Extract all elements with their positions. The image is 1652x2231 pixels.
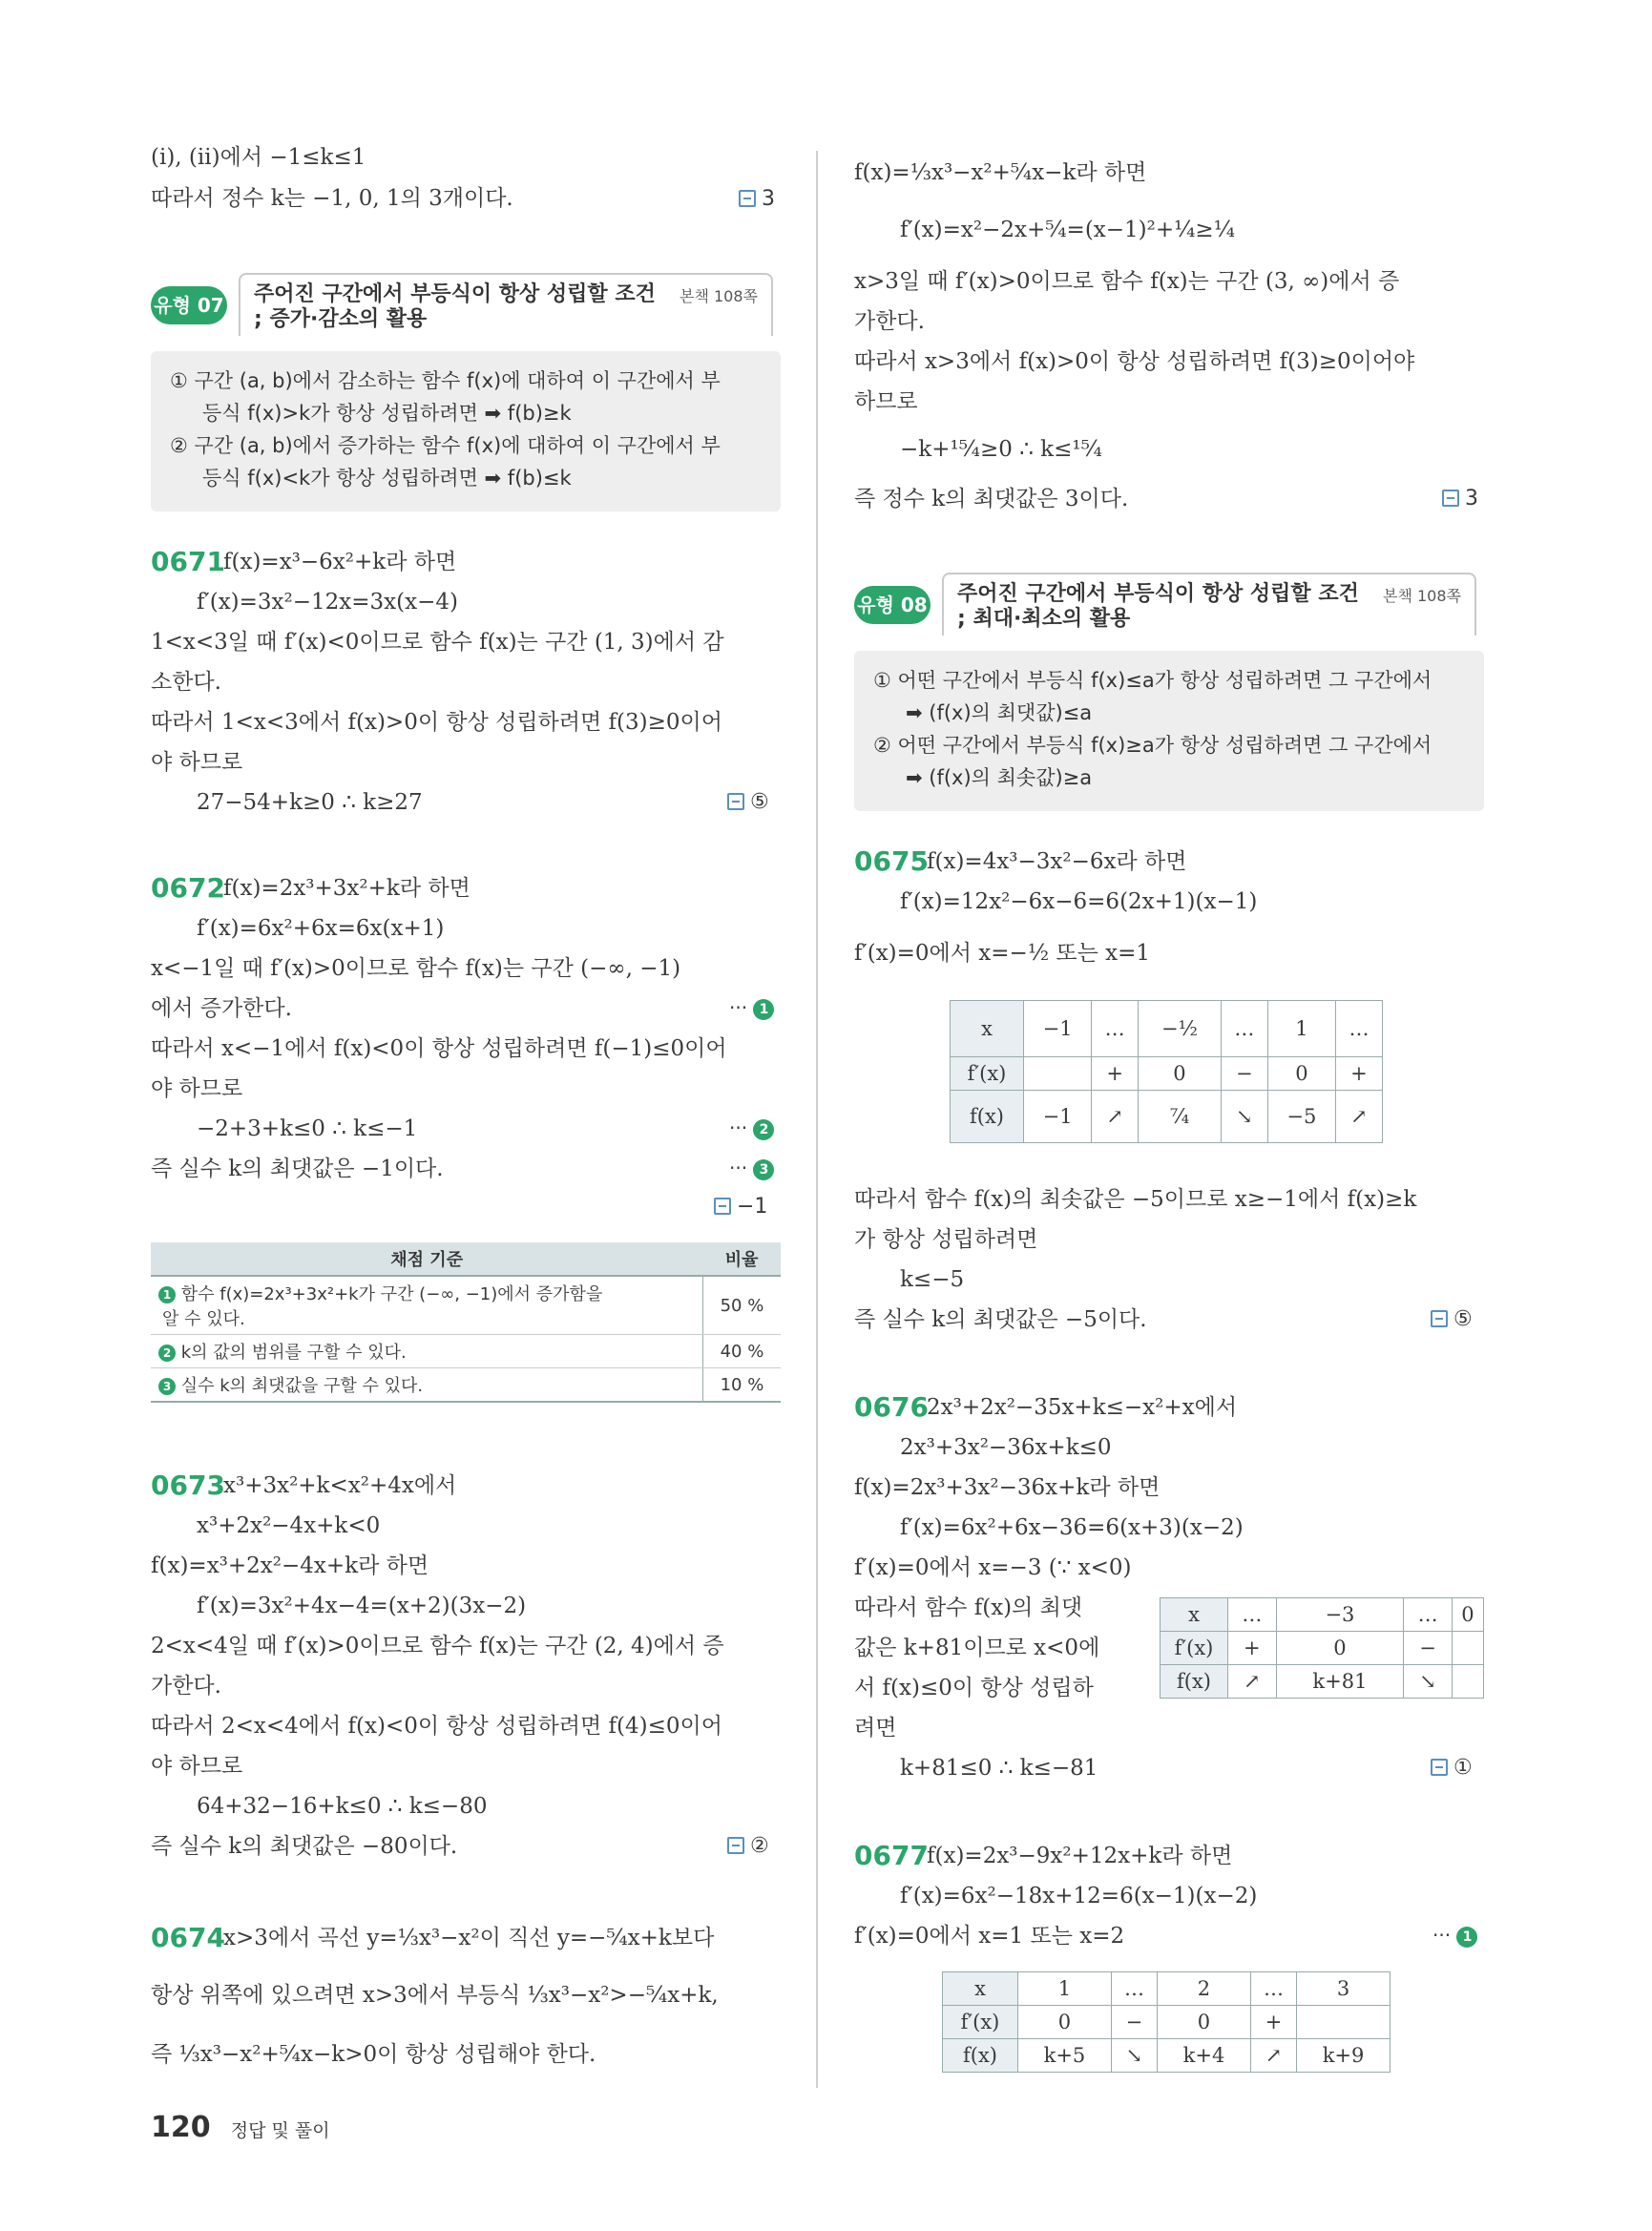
- page-label: 정답 및 풀이: [230, 2120, 330, 2141]
- type-title-line: 주어진 구간에서 부등식이 항상 성립할 조건: [957, 582, 1359, 606]
- table-row: [151, 1335, 781, 1368]
- table-row: [1161, 1632, 1484, 1665]
- text-line: 따라서 함수 f(x)의 최댓: [854, 1595, 1083, 1620]
- answer-icon: [727, 793, 744, 810]
- text-line: x³+3x²+k<x²+4x에서: [223, 1473, 457, 1498]
- text-line: x³+2x²−4x+k<0: [197, 1513, 381, 1538]
- table-cell: ↘: [1404, 1665, 1453, 1699]
- step-number: 3: [753, 1159, 774, 1180]
- text-line: 야 하므로: [151, 1754, 243, 1779]
- table-row: [151, 1368, 781, 1403]
- step-number: 2: [158, 1345, 176, 1362]
- table-cell: f(x): [943, 2039, 1018, 2073]
- table-cell: 0: [1158, 2006, 1251, 2039]
- type-title-line: ; 증가·감소의 활용: [254, 307, 428, 331]
- answer-mark: [727, 1834, 769, 1858]
- answer-mark: [727, 790, 769, 814]
- answer-mark: [714, 1195, 767, 1219]
- text-line: 가 항상 성립하려면: [854, 1227, 1038, 1252]
- text-line: f′(x)=3x²+4x−4=(x+2)(3x−2): [197, 1594, 527, 1618]
- answer-icon: [727, 1837, 744, 1854]
- answer-icon: [739, 190, 756, 207]
- type-title: [942, 573, 1476, 636]
- answer-value: ①: [1453, 1756, 1473, 1780]
- table-cell: k+4: [1158, 2039, 1251, 2073]
- table-cell: …: [1335, 1001, 1382, 1057]
- table-row: [943, 2006, 1391, 2039]
- problem-number: 0675: [854, 845, 929, 877]
- answer-icon: [1431, 1310, 1448, 1327]
- text-line: f′(x)=6x²−18x+12=6(x−1)(x−2): [900, 1884, 1258, 1908]
- table-cell: 0: [1276, 1632, 1404, 1665]
- table-cell: …: [1250, 1972, 1296, 2006]
- criteria-cell: [151, 1368, 702, 1403]
- text-line: 소한다.: [151, 670, 221, 695]
- answer-value: 3: [1465, 487, 1478, 511]
- table-cell: +: [1250, 2006, 1296, 2039]
- problem-number: 0673: [151, 1470, 225, 1501]
- type-07-header: [151, 273, 781, 342]
- answer-mark: [1442, 487, 1478, 511]
- table-cell: 1: [1018, 1972, 1112, 2006]
- summary-line: ① 구간 (a, b)에서 감소하는 함수 f(x)에 대하여 이 구간에서 부: [170, 369, 721, 392]
- text-line: x>3에서 곡선 y=⅓x³−x²이 직선 y=−⁵⁄₄x+k보다: [223, 1926, 715, 1950]
- text-line: 가한다.: [854, 309, 925, 334]
- answer-icon: [1431, 1759, 1448, 1776]
- summary-line: ② 어떤 구간에서 부등식 f(x)≥a가 항상 성립하려면 그 구간에서: [873, 734, 1432, 757]
- text-line: f′(x)=6x²+6x−36=6(x+3)(x−2): [900, 1515, 1244, 1540]
- text-line: f′(x)=x²−2x+⁵⁄₄=(x−1)²+¼≥¼: [900, 218, 1235, 242]
- text-line: 값은 k+81이므로 x<0에: [854, 1636, 1100, 1660]
- criteria-text: 알 수 있다.: [162, 1309, 245, 1329]
- text-line: 항상 위쪽에 있으려면 x>3에서 부등식 ⅓x³−x²>−⁵⁄₄x+k,: [151, 1983, 719, 2008]
- type-08-summary-box: [854, 651, 1484, 811]
- table-cell: −: [1111, 2006, 1157, 2039]
- type-07-summary-box: [151, 351, 781, 511]
- table-cell: …: [1221, 1001, 1267, 1057]
- page-footer: [151, 2111, 330, 2144]
- text-line: x<−1일 때 f′(x)>0이므로 함수 f(x)는 구간 (−∞, −1): [151, 956, 681, 981]
- table-cell: 0: [1139, 1057, 1222, 1091]
- text-line: 즉 ⅓x³−x²+⁵⁄₄x−k>0이 항상 성립해야 한다.: [151, 2042, 596, 2067]
- summary-line: ➡ (f(x)의 최댓값)≤a: [906, 701, 1093, 724]
- table-cell: −3: [1276, 1598, 1404, 1632]
- criteria-text: k의 값의 범위를 구할 수 있다.: [180, 1343, 407, 1363]
- text-line: f′(x)=12x²−6x−6=6(2x+1)(x−1): [900, 889, 1258, 914]
- criteria-cell: [151, 1335, 702, 1368]
- table-cell: …: [1404, 1598, 1453, 1632]
- table-cell: 0: [1018, 2006, 1112, 2039]
- step-number: 1: [1456, 1927, 1477, 1948]
- table-cell: 0: [1267, 1057, 1335, 1091]
- type-badge: 유형 07: [151, 286, 227, 324]
- summary-line: ① 어떤 구간에서 부등식 f(x)≤a가 항상 성립하려면 그 구간에서: [873, 669, 1432, 692]
- text-line: f′(x)=3x²−12x=3x(x−4): [197, 590, 458, 615]
- type-badge: 유형 08: [854, 586, 931, 624]
- text-line: f′(x)=0에서 x=−3 (∵ x<0): [854, 1555, 1132, 1580]
- table-cell: −½: [1139, 1001, 1222, 1057]
- text-line: 2x³+3x²−36x+k≤0: [900, 1435, 1112, 1460]
- problem-number: 0676: [854, 1391, 929, 1423]
- table-cell: −1: [1024, 1091, 1092, 1143]
- type-08-header: [854, 573, 1484, 641]
- answer-mark: [1431, 1756, 1473, 1780]
- text-line: 즉 실수 k의 최댓값은 −80이다.: [151, 1834, 458, 1859]
- table-cell: f′(x): [1161, 1632, 1228, 1665]
- text-line: f(x)=x³−6x²+k라 하면: [223, 550, 457, 574]
- table-cell: 1: [1267, 1001, 1335, 1057]
- table-cell: …: [1092, 1001, 1139, 1057]
- table-cell: ↗: [1228, 1665, 1277, 1699]
- type-title: [239, 273, 773, 336]
- table-row: [951, 1091, 1383, 1143]
- table-cell: +: [1335, 1057, 1382, 1091]
- answer-icon: [1442, 490, 1459, 507]
- variation-table-0676: [1160, 1597, 1484, 1699]
- text-line: 1<x<3일 때 f′(x)<0이므로 함수 f(x)는 구간 (1, 3)에서 감: [151, 630, 724, 655]
- answer-mark: [1431, 1307, 1473, 1331]
- text-line: (ⅰ), (ⅱ)에서 −1≤k≤1: [151, 145, 366, 170]
- text-line: 따라서 정수 k는 −1, 0, 1의 3개이다.: [151, 186, 513, 211]
- table-row: [151, 1276, 781, 1335]
- step-marker: ··· 1: [729, 996, 774, 1020]
- text-line: 따라서 2<x<4에서 f(x)<0이 항상 성립하려면 f(4)≤0이어: [151, 1714, 722, 1739]
- text-line: 즉 정수 k의 최댓값은 3이다.: [854, 487, 1129, 511]
- variation-table-0675: [950, 1000, 1383, 1143]
- table-cell: f(x): [951, 1091, 1024, 1143]
- text-line: k+81≤0 ∴ k≤−81: [900, 1756, 1098, 1781]
- book-reference: 본책 108쪽: [680, 287, 758, 305]
- answer-value: −1: [737, 1195, 768, 1219]
- text-line: k≤−5: [900, 1267, 965, 1292]
- ratio-cell: 40 %: [702, 1335, 781, 1368]
- table-row: [943, 2039, 1391, 2073]
- table-cell: −5: [1267, 1091, 1335, 1143]
- book-reference: 본책 108쪽: [1383, 587, 1461, 605]
- table-cell: x: [1161, 1598, 1228, 1632]
- text-line: f(x)=x³+2x²−4x+k라 하면: [151, 1553, 429, 1578]
- answer-value: ⑤: [750, 790, 769, 814]
- column-header: 비율: [702, 1242, 781, 1276]
- table-cell: 3: [1297, 1972, 1391, 2006]
- step-marker: ··· 3: [729, 1157, 774, 1180]
- table-cell: ↗: [1250, 2039, 1296, 2073]
- table-cell: x: [943, 1972, 1018, 2006]
- criteria-text: 함수 f(x)=2x³+3x²+k가 구간 (−∞, −1)에서 증가함을: [180, 1284, 603, 1304]
- table-row: [943, 1972, 1391, 2006]
- step-number: 2: [753, 1119, 774, 1140]
- text-line: 64+32−16+k≤0 ∴ k≤−80: [197, 1794, 488, 1819]
- answer-mark: [739, 187, 775, 211]
- problem-number: 0674: [151, 1922, 225, 1953]
- table-cell: ↗: [1335, 1091, 1382, 1143]
- page-number: 120: [151, 2111, 211, 2144]
- table-header-row: [151, 1242, 781, 1276]
- text-line: f′(x)=0에서 x=−½ 또는 x=1: [854, 941, 1151, 966]
- text-line: f(x)=⅓x³−x²+⁵⁄₄x−k라 하면: [854, 160, 1147, 185]
- variation-table-0677: [942, 1971, 1391, 2073]
- table-cell: −: [1221, 1057, 1267, 1091]
- step-number: 1: [753, 999, 774, 1020]
- problem-number: 0671: [151, 546, 225, 577]
- table-cell: [1024, 1057, 1092, 1091]
- text-line: 따라서 x>3에서 f(x)>0이 항상 성립하려면 f(3)≥0이어야: [854, 349, 1415, 374]
- table-cell: ↘: [1221, 1091, 1267, 1143]
- text-line: 즉 실수 k의 최댓값은 −1이다.: [151, 1157, 444, 1181]
- table-cell: f′(x): [951, 1057, 1024, 1091]
- text-line: 2x³+2x²−35x+k≤−x²+x에서: [927, 1395, 1238, 1420]
- table-cell: ↗: [1092, 1091, 1139, 1143]
- criteria-cell: [151, 1276, 702, 1335]
- table-cell: +: [1092, 1057, 1139, 1091]
- text-line: 가한다.: [151, 1674, 221, 1699]
- step-marker: ··· 2: [729, 1116, 774, 1140]
- answer-value: ⑤: [1453, 1307, 1473, 1331]
- table-cell: 0: [1452, 1598, 1483, 1632]
- text-line: f′(x)=6x²+6x=6x(x+1): [197, 916, 445, 941]
- text-line: 따라서 x<−1에서 f(x)<0이 항상 성립하려면 f(−1)≤0이어: [151, 1036, 727, 1061]
- table-row: [1161, 1665, 1484, 1699]
- text-line: −2+3+k≤0 ∴ k≤−1: [197, 1116, 418, 1141]
- text-line: 려면: [854, 1716, 897, 1741]
- table-cell: k+81: [1276, 1665, 1404, 1699]
- step-marker: ··· 1: [1432, 1924, 1477, 1948]
- answer-value: ②: [750, 1834, 769, 1858]
- summary-line: ➡ (f(x)의 최솟값)≥a: [906, 766, 1093, 789]
- summary-line: 등식 f(x)>k가 항상 성립하려면 ➡ f(b)≥k: [202, 402, 572, 425]
- scoring-table: [151, 1242, 781, 1403]
- column-header: 채점 기준: [151, 1242, 702, 1276]
- text-line: 27−54+k≥0 ∴ k≥27: [197, 790, 423, 815]
- text-line: f′(x)=0에서 x=1 또는 x=2: [854, 1924, 1125, 1949]
- type-title-line: 주어진 구간에서 부등식이 항상 성립할 조건: [254, 282, 656, 306]
- table-cell: …: [1228, 1598, 1277, 1632]
- table-cell: f′(x): [943, 2006, 1018, 2039]
- table-cell: k+5: [1018, 2039, 1112, 2073]
- step-number: 1: [158, 1286, 176, 1303]
- column-divider: [816, 151, 818, 2088]
- text-line: f(x)=2x³+3x²−36x+k라 하면: [854, 1475, 1161, 1500]
- table-cell: x: [951, 1001, 1024, 1057]
- text-line: 따라서 1<x<3에서 f(x)>0이 항상 성립하려면 f(3)≥0이어: [151, 710, 722, 735]
- text-line: f(x)=2x³+3x²+k라 하면: [223, 876, 471, 901]
- summary-line: 등식 f(x)<k가 항상 성립하려면 ➡ f(b)≤k: [202, 467, 572, 490]
- table-cell: +: [1228, 1632, 1277, 1665]
- type-title-line: ; 최대·최소의 활용: [957, 607, 1131, 631]
- text-line: 에서 증가한다.: [151, 996, 292, 1021]
- text-line: f(x)=4x³−3x²−6x라 하면: [927, 849, 1187, 874]
- text-line: 즉 실수 k의 최댓값은 −5이다.: [854, 1307, 1147, 1332]
- text-line: 야 하므로: [151, 750, 243, 775]
- table-row: [951, 1001, 1383, 1057]
- text-line: 2<x<4일 때 f′(x)>0이므로 함수 f(x)는 구간 (2, 4)에서 증: [151, 1634, 724, 1658]
- table-cell: −: [1404, 1632, 1453, 1665]
- text-line: f(x)=2x³−9x²+12x+k라 하면: [927, 1844, 1233, 1868]
- table-row: [951, 1057, 1383, 1091]
- text-line: 야 하므로: [151, 1076, 243, 1101]
- table-cell: [1452, 1632, 1483, 1665]
- table-cell: …: [1111, 1972, 1157, 2006]
- text-line: −k+¹⁵⁄₄≥0 ∴ k≤¹⁵⁄₄: [900, 437, 1102, 462]
- step-number: 3: [158, 1378, 176, 1395]
- answer-value: 3: [762, 187, 775, 211]
- table-cell: 2: [1158, 1972, 1251, 2006]
- table-cell: [1297, 2006, 1391, 2039]
- ratio-cell: 50 %: [702, 1276, 781, 1335]
- table-cell: ↘: [1111, 2039, 1157, 2073]
- answer-icon: [714, 1198, 731, 1215]
- ratio-cell: 10 %: [702, 1368, 781, 1403]
- table-cell: ⁷⁄₄: [1139, 1091, 1222, 1143]
- text-line: x>3일 때 f′(x)>0이므로 함수 f(x)는 구간 (3, ∞)에서 증: [854, 269, 1400, 294]
- table-row: [1161, 1598, 1484, 1632]
- table-cell: f(x): [1161, 1665, 1228, 1699]
- problem-number: 0677: [854, 1840, 929, 1871]
- table-cell: k+9: [1297, 2039, 1391, 2073]
- text-line: 따라서 함수 f(x)의 최솟값은 −5이므로 x≥−1에서 f(x)≥k: [854, 1187, 1417, 1212]
- problem-number: 0672: [151, 872, 225, 904]
- table-cell: −1: [1024, 1001, 1092, 1057]
- criteria-text: 실수 k의 최댓값을 구할 수 있다.: [180, 1376, 424, 1396]
- text-line: 서 f(x)≤0이 항상 성립하: [854, 1676, 1094, 1700]
- table-cell: [1452, 1665, 1483, 1699]
- text-line: 하므로: [854, 389, 918, 414]
- summary-line: ② 구간 (a, b)에서 증가하는 함수 f(x)에 대하여 이 구간에서 부: [170, 434, 721, 457]
